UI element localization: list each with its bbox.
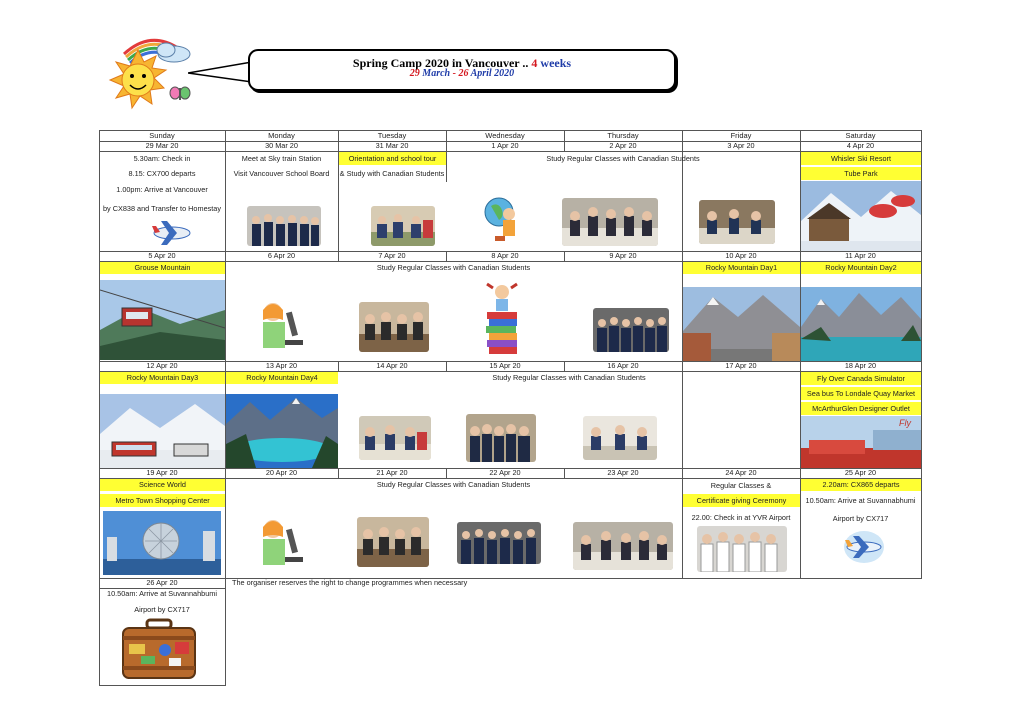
date-cell: 4 Apr 20	[846, 141, 875, 150]
event-span: Study Regular Classes with Canadian Students	[546, 154, 700, 163]
students-photo	[593, 308, 669, 352]
students-photo	[247, 206, 321, 246]
date-cell: 25 Apr 20	[844, 468, 877, 477]
peyto-lake-photo	[226, 394, 338, 468]
date-cell: 15 Apr 20	[489, 361, 521, 370]
header-wednesday: Wednesday	[485, 131, 525, 140]
moraine-lake-photo	[801, 287, 921, 361]
date-cell: 9 Apr 20	[609, 251, 637, 260]
ski-resort-photo	[801, 181, 921, 251]
certificate-ceremony-photo	[697, 526, 787, 572]
event-highlight: Rocky Mountain Day3	[100, 372, 225, 384]
header-monday: Monday	[268, 131, 295, 140]
event-span: Study Regular Classes with Canadian Students	[492, 373, 646, 382]
event-text: 10.50am: Arrive at Suvannabhumi	[805, 496, 916, 505]
students-photo	[359, 302, 429, 352]
date-cell: 14 Apr 20	[376, 361, 408, 370]
event-text: 22.00: Check in at YVR Airport	[691, 513, 791, 522]
speech-bubble-tail	[188, 60, 252, 84]
date-cell: 17 Apr 20	[725, 361, 757, 370]
snow-bus-photo	[100, 394, 225, 468]
event-span: Study Regular Classes with Canadian Students	[376, 263, 531, 272]
event-highlight: Rocky Mountain Day1	[683, 262, 800, 274]
date-cell: 24 Apr 20	[725, 468, 757, 477]
date-cell: 23 Apr 20	[607, 468, 639, 477]
event-highlight: Orientation and school tour	[339, 152, 446, 165]
event-highlight: 2.20am: CX865 departs	[801, 479, 921, 491]
page-title: Spring Camp 2020 in Vancouver .. 4 weeks	[352, 56, 572, 70]
sun-rainbow-logo	[104, 28, 196, 110]
date-cell: 19 Apr 20	[146, 468, 178, 477]
header-thursday: Thursday	[607, 131, 639, 140]
date-cell: 16 Apr 20	[607, 361, 639, 370]
event-text: Airport by CX717	[134, 605, 190, 614]
event-highlight: Tube Park	[801, 167, 921, 180]
disclaimer-note: The organiser reserves the right to change programmes when necessary	[232, 578, 468, 587]
date-cell: 30 Mar 20	[265, 141, 298, 150]
classroom-photo	[562, 198, 658, 246]
grouse-mountain-photo	[100, 280, 225, 360]
date-cell: 31 Mar 20	[375, 141, 409, 150]
event-text: Meet at Sky train Station	[241, 154, 322, 163]
event-highlight: Science World	[100, 479, 225, 491]
event-text: Regular Classes &	[710, 481, 772, 490]
science-world-photo	[103, 511, 221, 575]
header-tuesday: Tuesday	[377, 131, 407, 140]
date-cell: 10 Apr 20	[725, 251, 757, 260]
date-cell: 29 Mar 20	[145, 141, 179, 150]
date-cell: 11 Apr 20	[845, 251, 876, 260]
event-highlight: Certificate giving Ceremony	[683, 494, 800, 507]
event-highlight: Fly Over Canada Simulator	[801, 372, 921, 385]
date-cell: 22 Apr 20	[489, 468, 521, 477]
header-friday: Friday	[730, 131, 752, 140]
event-text: 8.15: CX700 departs	[128, 169, 196, 178]
airplane-icon	[839, 528, 889, 566]
date-cell: 21 Apr 20	[376, 468, 408, 477]
event-highlight: Sea bus To Londale Quay Market	[801, 387, 921, 400]
calendar-grid	[99, 130, 922, 686]
date-cell: 8 Apr 20	[491, 251, 519, 260]
airplane-icon	[151, 218, 193, 248]
suitcase-icon	[119, 618, 199, 682]
scientist-microscope-icon	[257, 298, 305, 354]
event-highlight: Rocky Mountain Day4	[226, 372, 338, 384]
date-cell: 12 Apr 20	[146, 361, 178, 370]
event-highlight: Rocky Mountain Day2	[801, 262, 921, 274]
classroom-photo	[699, 200, 775, 244]
globe-girl-icon	[481, 194, 521, 244]
date-cell: 7 Apr 20	[378, 251, 406, 260]
banff-town-photo	[683, 287, 800, 361]
svg-text:Fly: Fly	[899, 418, 911, 428]
date-cell: 5 Apr 20	[148, 251, 176, 260]
classroom-photo	[359, 416, 431, 460]
students-photo	[457, 522, 541, 564]
camp-dates: 29 March - 26 April 2020	[409, 68, 515, 79]
event-text: 1.00pm: Arrive at Vancouver	[116, 185, 208, 194]
title-bubble	[248, 49, 676, 91]
fly-over-canada-photo	[801, 416, 921, 468]
event-span: Study Regular Classes with Canadian Students	[376, 480, 531, 489]
event-highlight: Whisler Ski Resort	[801, 152, 921, 165]
students-photo	[466, 414, 536, 462]
date-cell: 20 Apr 20	[265, 468, 298, 477]
event-highlight: McArthurGlen Designer Outlet	[801, 402, 921, 415]
date-cell: 18 Apr 20	[844, 361, 877, 370]
event-highlight: Metro Town Shopping Center	[100, 494, 225, 507]
books-girl-icon	[483, 280, 521, 358]
classroom-photo	[583, 416, 657, 460]
event-highlight: Grouse Mountain	[100, 262, 225, 274]
scientist-microscope-icon	[257, 515, 305, 571]
date-cell: 6 Apr 20	[267, 251, 296, 260]
event-text: by CX838 and Transfer to Homestay	[102, 204, 222, 213]
classroom-photo	[573, 522, 673, 570]
students-photo	[357, 517, 429, 567]
classroom-photo	[371, 206, 435, 246]
header-saturday: Saturday	[845, 131, 876, 140]
date-cell: 26 Apr 20	[146, 578, 178, 587]
event-text: Visit Vancouver School Board	[233, 169, 330, 178]
date-cell: 2 Apr 20	[609, 141, 637, 150]
event-text: 10.50am: Arrive at Suvannahbumi	[107, 589, 217, 598]
date-cell: 1 Apr 20	[491, 141, 519, 150]
event-text: Airport by CX717	[832, 514, 889, 523]
date-cell: 13 Apr 20	[265, 361, 298, 370]
event-text: 5.30am: Check in	[133, 154, 191, 163]
event-text: & Study with Canadian Students	[339, 169, 445, 178]
header-sunday: Sunday	[149, 131, 175, 140]
date-cell: 3 Apr 20	[727, 141, 755, 150]
